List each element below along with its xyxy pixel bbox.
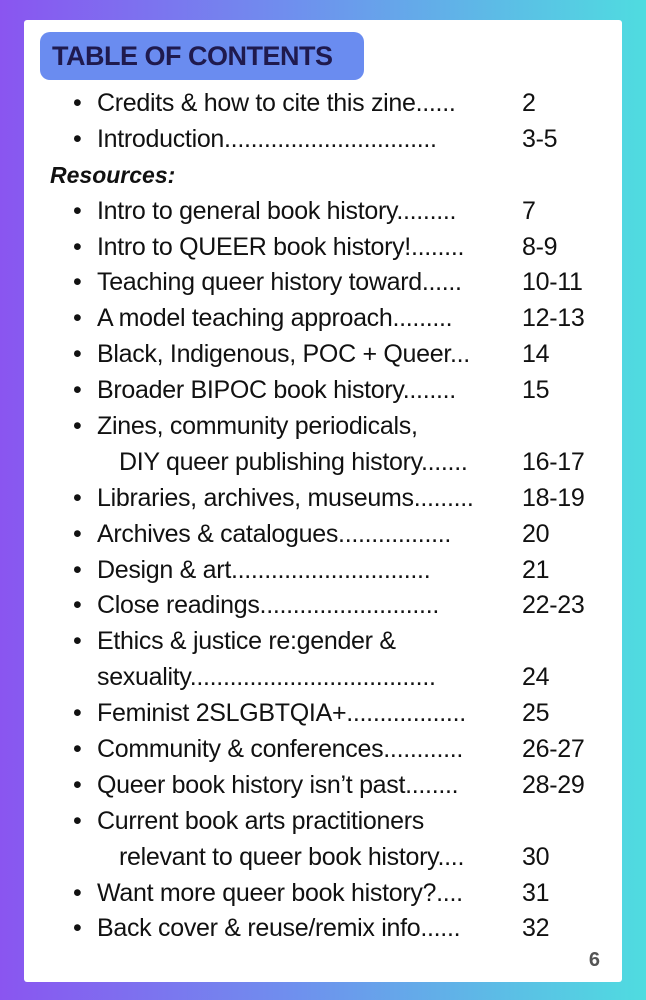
toc-entry [24, 86, 622, 122]
toc-entry-title: Intro to QUEER book history!........ [97, 232, 465, 261]
toc-entry [24, 122, 622, 158]
toc-entry-title: Teaching queer history toward...... [97, 268, 462, 297]
toc-entry-continuation [24, 840, 622, 876]
toc-entry-title: Feminist 2SLGBTQIA+.................. [97, 699, 466, 728]
toc-entry [24, 517, 622, 553]
toc-entry [24, 624, 622, 660]
bullet-icon: • [73, 699, 82, 728]
toc-entry-page: 15 [522, 376, 550, 405]
bullet-icon: • [73, 268, 82, 297]
bullet-icon: • [73, 483, 82, 512]
toc-entry-title: Ethics & justice re:gender & [97, 627, 396, 656]
toc-entry-title: Broader BIPOC book history........ [97, 376, 456, 405]
toc-entry-page: 8-9 [522, 232, 558, 261]
bullet-icon: • [73, 412, 82, 441]
toc-entry [24, 373, 622, 409]
bullet-icon: • [73, 124, 82, 153]
section-label: Resources: [50, 161, 176, 188]
toc-entry-continuation [24, 660, 622, 696]
toc-entry-title: Current book arts practitioners [97, 806, 424, 835]
bullet-icon: • [73, 196, 82, 225]
toc-entry-title: sexuality..................................... [97, 663, 436, 692]
toc-entry-title: Community & conferences............ [97, 735, 464, 764]
zine-page [24, 20, 622, 982]
toc-entry-title: Close readings........................... [97, 591, 439, 620]
bullet-icon: • [73, 735, 82, 764]
bullet-icon: • [73, 806, 82, 835]
bullet-icon: • [73, 770, 82, 799]
bullet-icon: • [73, 89, 82, 117]
toc-entry-page: 3-5 [522, 124, 558, 153]
toc-entry [24, 265, 622, 301]
bullet-icon: • [73, 914, 82, 943]
toc-entry-title: A model teaching approach......... [97, 304, 453, 333]
toc-entry-page: 31 [522, 878, 550, 907]
bullet-icon: • [73, 878, 82, 907]
toc-entry-title: relevant to queer book history.... [119, 842, 465, 871]
toc-entry [24, 732, 622, 768]
bullet-icon: • [73, 232, 82, 261]
bullet-icon: • [73, 627, 82, 656]
toc-entry-title: DIY queer publishing history....... [119, 447, 468, 476]
toc-entry-page: 30 [522, 842, 550, 871]
toc-entry-page: 12-13 [522, 304, 585, 333]
page-title: TABLE OF CONTENTS [40, 32, 364, 80]
toc-entry-page: 22-23 [522, 591, 585, 620]
toc-entry [24, 230, 622, 266]
toc-entry-page: 2 [522, 89, 536, 117]
toc-entry-title: Queer book history isn’t past........ [97, 770, 459, 799]
toc-entry [24, 409, 622, 445]
table-of-contents [24, 86, 622, 947]
toc-entry [24, 553, 622, 589]
toc-entry-page: 21 [522, 555, 550, 584]
toc-entry-title: Back cover & reuse/remix info...... [97, 914, 461, 943]
bullet-icon: • [73, 591, 82, 620]
toc-entry-title: Black, Indigenous, POC + Queer... [97, 340, 470, 369]
toc-entry [24, 911, 622, 947]
toc-entry [24, 876, 622, 912]
toc-entry [24, 337, 622, 373]
toc-entry [24, 481, 622, 517]
toc-entry [24, 301, 622, 337]
toc-entry-page: 7 [522, 196, 536, 225]
toc-entry-title: Zines, community periodicals, [97, 412, 418, 441]
bullet-icon: • [73, 555, 82, 584]
toc-entry [24, 588, 622, 624]
bullet-icon: • [73, 519, 82, 548]
page-number: 6 [588, 949, 600, 971]
toc-entry-title: Archives & catalogues................. [97, 519, 452, 548]
toc-entry [24, 696, 622, 732]
toc-entry-title: Intro to general book history......... [97, 196, 457, 225]
section-heading [24, 158, 622, 194]
toc-entry-page: 24 [522, 663, 550, 692]
toc-entry-page: 16-17 [522, 447, 585, 476]
toc-entry-page: 18-19 [522, 483, 585, 512]
toc-entry-page: 32 [522, 914, 550, 943]
toc-entry-continuation [24, 445, 622, 481]
toc-entry-title: Want more queer book history?.... [97, 878, 463, 907]
toc-entry-title: Introduction................................ [97, 124, 437, 153]
bullet-icon: • [73, 376, 82, 405]
toc-entry [24, 804, 622, 840]
toc-entry-title: Libraries, archives, museums......... [97, 483, 474, 512]
toc-entry-page: 14 [522, 340, 550, 369]
bullet-icon: • [73, 340, 82, 369]
toc-entry-title: Credits & how to cite this zine...... [97, 89, 456, 117]
toc-entry-page: 25 [522, 699, 550, 728]
toc-entry-page: 20 [522, 519, 550, 548]
toc-entry-title: Design & art.............................. [97, 555, 431, 584]
toc-entry-page: 10-11 [522, 268, 583, 297]
bullet-icon: • [73, 304, 82, 333]
toc-entry [24, 194, 622, 230]
toc-entry-page: 28-29 [522, 770, 585, 799]
toc-entry-page: 26-27 [522, 735, 585, 764]
toc-entry [24, 768, 622, 804]
